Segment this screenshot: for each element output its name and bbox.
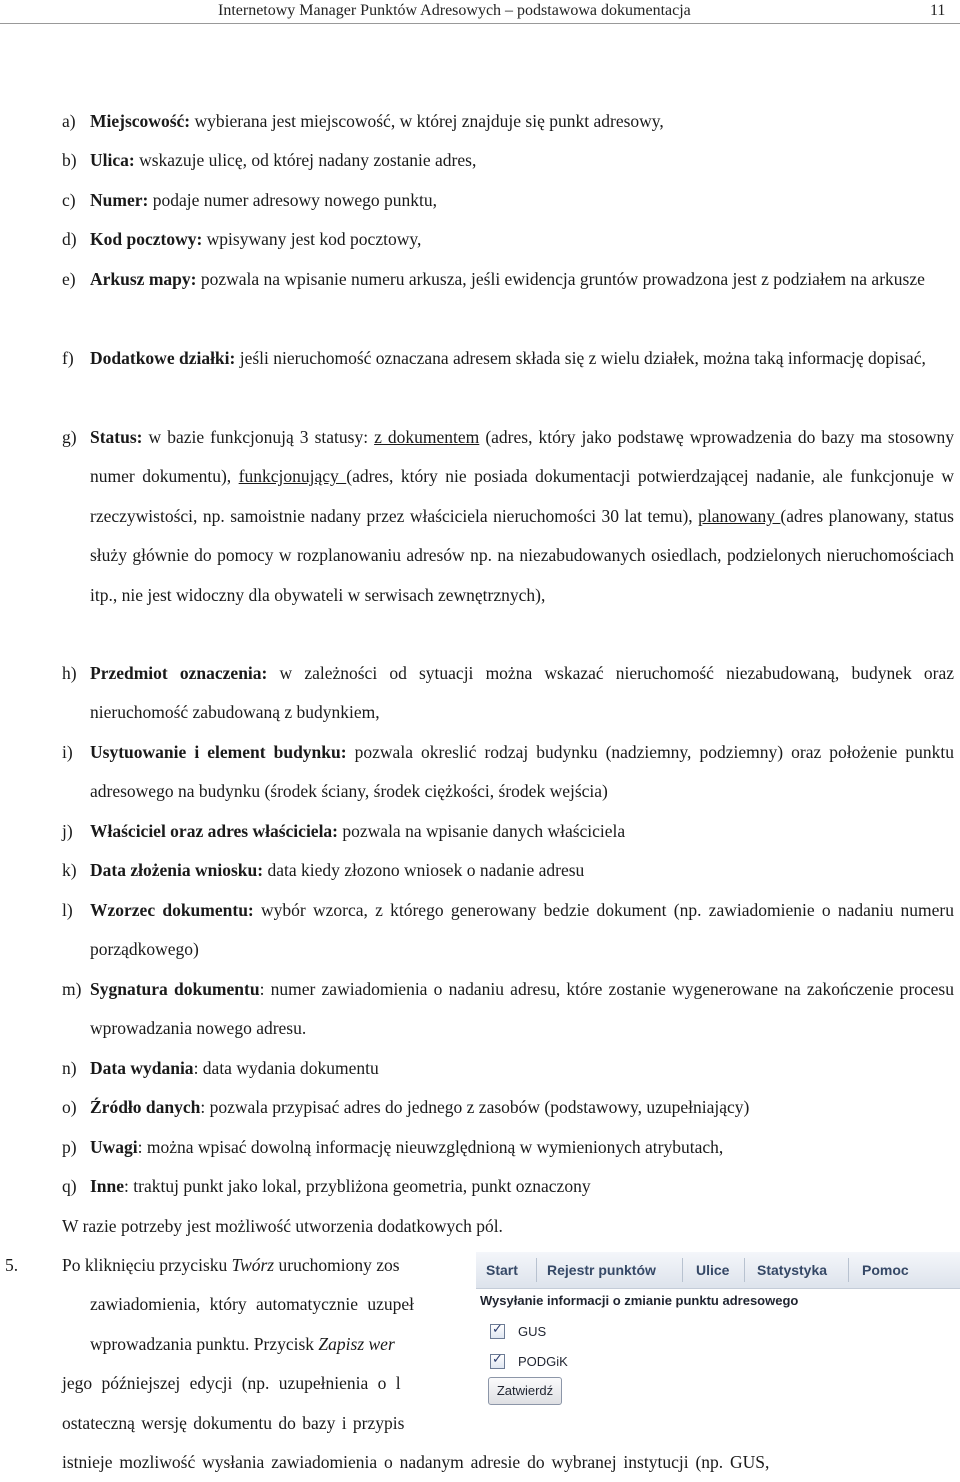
item-label: Miejscowość: [90,111,191,131]
item-description: data kiedy złozono wniosek o nadanie adresu [263,860,585,880]
step-line: zawiadomienia, który automatycznie uzupeł [90,1294,415,1314]
item-label: Kod pocztowy: [90,229,203,249]
item-letter: j) [62,821,73,841]
extra-fields-note: W razie potrzeby jest możliwość utworzenia dodatkowych pól. [62,1216,503,1236]
item-description: w bazie funkcjonują 3 statusy: [142,427,375,447]
item-label: Data złożenia wniosku: [90,860,264,880]
item-text [90,733,954,812]
item-text [90,102,954,141]
step-line: jego późniejszej edycji (np. uzupełnienia o l [62,1373,401,1393]
item-description: : data wydania dokumentu [193,1058,379,1078]
item-description: pozwala okreslić rodzaj budynku (nadziemny, podziemny) oraz położenie punktu adresowego na budynku (środek ściany, środek ciężkości, środek wejścia) [90,742,954,802]
menu-streets[interactable]: Ulice [696,1262,730,1278]
menu-separator [848,1258,849,1282]
menu-statistics[interactable]: Statystyka [757,1262,828,1278]
menu-bar [476,1252,960,1289]
status-functioning: funkcjonujący [238,466,347,487]
item-description: (adres, który jako podstawę wprowadzenia do bazy ma stosowny numer dokumentu), [90,427,954,487]
item-description: wybierana jest miejscowość, w której znajduje się punkt adresowy, [190,111,664,131]
item-letter: o) [62,1097,77,1117]
item-letter: f) [62,348,74,368]
menu-separator [536,1258,537,1282]
item-description: pozwala na wpisanie danych właściciela [338,821,626,841]
step-text: uruchomiony zos [274,1255,400,1275]
item-letter: l) [62,900,73,920]
item-text [90,220,954,259]
item-description: w zależności od sytuacji można wskazać nieruchomość niezabudowaną, budynek oraz nieruchomość zabudowaną z budynkiem, [90,663,954,723]
item-letter: a) [62,111,76,131]
save-button-name: Zapisz wer [318,1334,395,1354]
item-text [90,1128,954,1167]
menu-help[interactable]: Pomoc [862,1262,909,1278]
item-letter: g) [62,427,77,447]
item-label: Wzorzec dokumentu: [90,900,254,920]
item-text [90,891,954,970]
item-label: Właściciel oraz adres właściciela: [90,821,339,841]
item-text [90,339,954,378]
item-label: Data wydania [90,1058,194,1078]
document-title: Internetowy Manager Punktów Adresowych – podstawowa dokumentacja [218,2,691,19]
item-letter: b) [62,150,77,170]
confirm-button[interactable]: Zatwierdź [488,1377,562,1405]
header-rule [0,23,960,24]
create-button-name: Twórz [231,1255,275,1275]
item-label: Inne [90,1176,125,1196]
item-description: wybór wzorca, z którego generowany bedzie dokument (np. zawiadomienie o nadaniu numeru porządkowego) [90,900,954,960]
item-description: : pozwala przypisać adres do jednego z zasobów (podstawowy, uzupełniający) [200,1097,750,1117]
item-label: Usytuowanie i element budynku: [90,742,347,762]
item-text [90,851,954,890]
item-label: Ulica: [90,150,135,170]
step-line [62,1246,400,1285]
menu-registry[interactable]: Rejestr punktów [547,1262,656,1278]
item-letter: d) [62,229,77,249]
item-label: Numer: [90,190,149,210]
item-description: pozwala na wpisanie numeru arkusza, jeśli ewidencja gruntów prowadzona jest z podziałem na arkusze [196,269,925,289]
item-description: (adres, który nie posiada dokumentacji potwierdzającej nadanie, ale funkcjonuje w rzeczywistości, np. samoistnie nadany przez właściciela nieruchomości 30 lat temu), [90,466,954,526]
menu-separator [682,1258,683,1282]
item-description: jeśli nieruchomość oznaczana adresem składa się z wielu działek, można taką informację dopisać, [235,348,926,368]
item-label: Status: [90,427,143,447]
item-letter: q) [62,1176,77,1196]
gus-checkbox[interactable] [490,1324,505,1339]
step-number: 5. [5,1255,19,1275]
status-with-document: z dokumentem [374,427,480,447]
item-text [90,181,954,220]
step-text: wprowadzania punktu. Przycisk [90,1334,319,1354]
item-letter: p) [62,1137,77,1157]
item-label: Źródło danych [90,1097,201,1117]
item-letter: h) [62,663,77,683]
item-letter: n) [62,1058,77,1078]
item-description: : można wpisać dowolną informację nieuwzględnioną w wymienionych atrybutach, [137,1137,724,1157]
item-letter: e) [62,269,76,289]
menu-separator [744,1258,745,1282]
item-description: : numer zawiadomienia o nadaniu adresu, które zostanie wygenerowane na zakończenie procesu wprowadzania nowego adresu. [90,979,954,1039]
step-line [90,1325,395,1364]
item-text [90,141,954,180]
item-text [90,418,954,615]
podgik-checkbox-label: PODGiK [518,1354,568,1369]
item-label: Sygnatura dokumentu [90,979,260,999]
app-screenshot [476,1252,960,1442]
item-letter: k) [62,860,77,880]
item-text [90,260,954,299]
item-text [90,654,954,733]
item-letter: m) [62,979,82,999]
page-header [0,0,960,24]
item-description: wskazuje ulicę, od której nadany zostanie adres, [134,150,477,170]
menu-start[interactable]: Start [486,1262,518,1278]
item-text [90,1049,954,1088]
item-letter: i) [62,742,73,762]
item-text [90,970,954,1049]
gus-checkbox-label: GUS [518,1324,547,1339]
item-text [90,1088,954,1127]
step-line: ostateczną wersję dokumentu do bazy i przypis [62,1413,405,1433]
item-label: Uwagi [90,1137,138,1157]
step-text: Po kliknięciu przycisku [62,1255,232,1275]
item-description: wpisywany jest kod pocztowy, [202,229,422,249]
panel-title: Wysyłanie informacji o zmianie punktu adresowego [480,1293,799,1308]
item-description: podaje numer adresowy nowego punktu, [148,190,437,210]
item-label: Przedmiot oznaczenia: [90,663,268,683]
item-text [90,1167,954,1206]
item-text [90,812,954,851]
item-description: (adres planowany, status służy głównie do pomocy w rozplanowaniu adresów np. na niezabudowanych osiedlach, podzielonych nieruchomościach itp., nie jest widoczny dla obywateli w serwisach zewnętrznych), [90,505,954,605]
item-label: Dodatkowe działki: [90,348,236,368]
podgik-checkbox[interactable] [490,1354,505,1369]
step-line: istnieje mozliwość wysłania zawiadomienia o nadanym adresie do wybranej instytucji (np. GUS, [62,1452,770,1472]
status-planned: planowany [698,505,781,526]
item-description: : traktuj punkt jako lokal, przybliżona geometria, punkt oznaczony [124,1176,591,1196]
page-number: 11 [930,2,946,19]
item-letter: c) [62,190,76,210]
item-label: Arkusz mapy: [90,269,197,289]
